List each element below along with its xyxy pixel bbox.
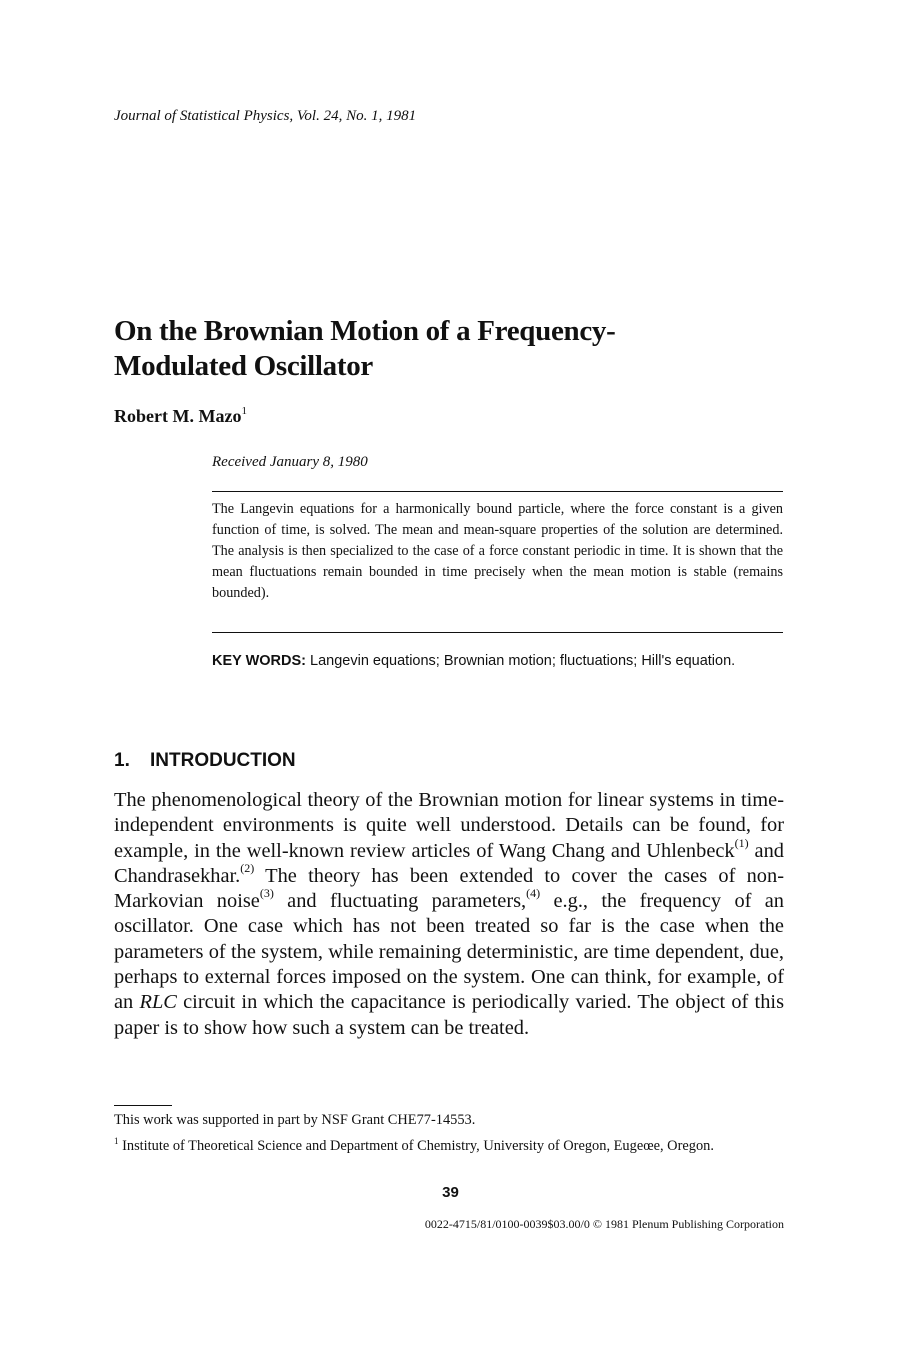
intro-text-2: and Chandrasekhar.: [114, 839, 784, 887]
footnote-support: This work was supported in part by NSF Grant CHE77-14553.: [114, 1112, 476, 1128]
intro-text-4: and fluctuating parameters,: [273, 890, 527, 913]
abstract-bottom-rule: [212, 632, 783, 633]
author-name: Robert M. Mazo: [114, 406, 242, 426]
journal-citation: Journal of Statistical Physics, Vol. 24, No. 1, 1981: [114, 108, 417, 124]
keywords: [212, 651, 783, 672]
footnote-marker: 1: [114, 1136, 119, 1146]
keywords-label: KEY WORDS:: [212, 653, 306, 669]
intro-text-1: The phenomenological theory of the Brownian motion for linear systems in time-independent environments is quite well understood. Details can be found, for example, in the well-known review articles of Wang Chang and Uhlenbeck: [114, 789, 784, 862]
keywords-text: Langevin equations; Brownian motion; fluctuations; Hill's equation.: [310, 653, 736, 669]
citation-1: (1): [734, 835, 749, 850]
author-line: [114, 406, 247, 427]
intro-text-5: e.g., the frequency of an oscillator. One case which has not been treated so far is the case when the parameters of the system, while remaining deterministic, are time dependent, due, perhaps to external forces imposed on the system. One can think, for example, of an: [114, 890, 785, 1014]
intro-text-3: The theory has been extended to cover the cases of non-Markovian noise: [114, 864, 784, 913]
citation-2: (2): [240, 861, 255, 876]
rlc-term: RLC: [139, 991, 177, 1014]
footnote-rule: [114, 1105, 172, 1106]
citation-4: (4): [526, 886, 541, 901]
paper-title: [114, 314, 754, 384]
title-line-1: On the Brownian Motion of a Frequency-: [114, 315, 616, 347]
copyright-line: 0022-4715/81/0100-0039$03.00/0 © 1981 Plenum Publishing Corporation: [424, 1217, 784, 1231]
intro-paragraph: [114, 788, 784, 1041]
author-affiliation-marker: 1: [241, 405, 247, 417]
title-line-2: Modulated Oscillator: [114, 350, 374, 382]
citation-3: (3): [259, 886, 274, 901]
footnotes: [114, 1110, 784, 1157]
received-date: Received January 8, 1980: [212, 454, 368, 470]
footnote-affiliation-text: Institute of Theoretical Science and Department of Chemistry, University of Oregon, Eugeœe, Oregon.: [118, 1137, 714, 1154]
section-heading: [114, 750, 296, 772]
footnote-affiliation: [114, 1131, 784, 1157]
abstract: The Langevin equations for a harmonically bound particle, where the force constant is a given function of time, is solved. The mean and mean-square properties of the solution are determined. The analysis is then specialized to the case of a force constant periodic in time. It is shown that the mean fluctuations remain bounded in time precisely when the mean motion is stable (remains bounded).: [212, 501, 783, 601]
page-number: 39: [442, 1184, 459, 1201]
intro-text-6: circuit in which the capacitance is periodically varied. The object of this paper is to show how such a system can be treated.: [114, 991, 785, 1039]
section-title: INTRODUCTION: [150, 750, 296, 771]
abstract-top-rule: [212, 491, 783, 492]
section-number: 1.: [114, 750, 130, 771]
